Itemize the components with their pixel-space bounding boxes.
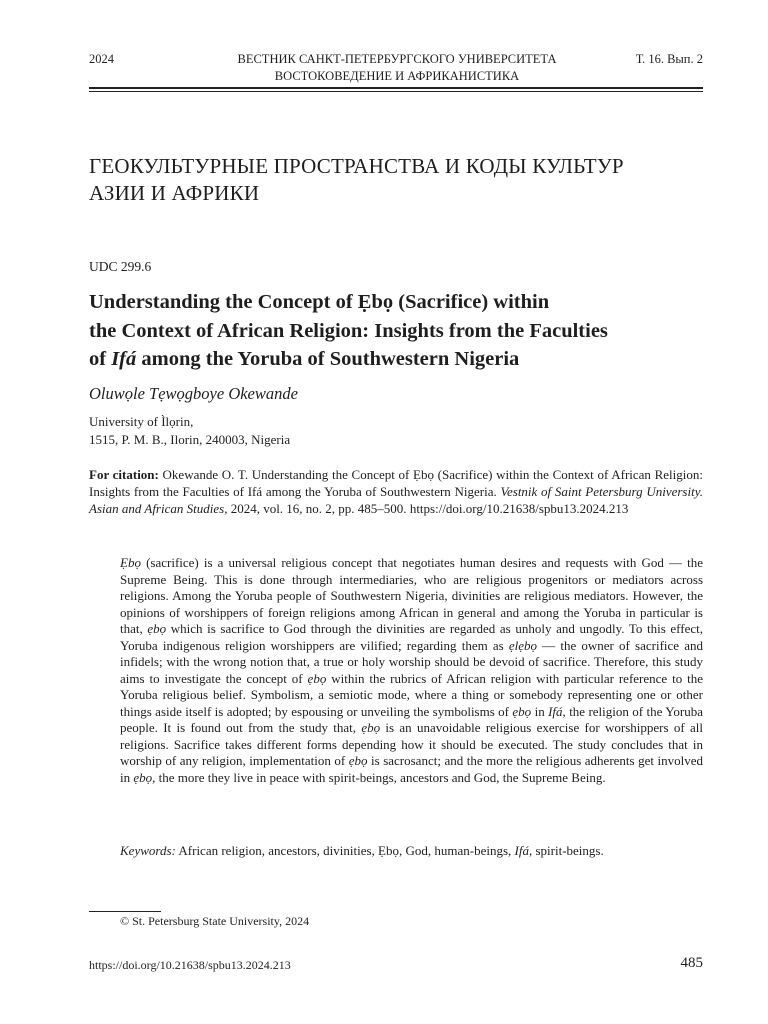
abstract-term: Ifá <box>548 703 563 719</box>
header-year: 2024 <box>89 52 114 66</box>
abstract-text: — the owner of sacrifice and infidels; with the wrong notion that, a true or holy worship should be devoid of sacrifice. Therefore, this study aims to investigate the concept of <box>120 637 703 686</box>
header-rule-thick <box>89 87 703 89</box>
keywords-text-end: , spirit-beings. <box>528 843 604 858</box>
abstract-text: is sacrosanct; and the more the religious adherents get involved in <box>120 753 703 785</box>
abstract-term: ẹbọ <box>307 670 327 686</box>
abstract-text: in <box>531 703 549 719</box>
keywords <box>120 843 703 860</box>
section-title-line2: АЗИИ И АФРИКИ <box>89 181 260 205</box>
title-line3-start: of <box>89 348 112 370</box>
citation-details: , 2024, vol. 16, no. 2, pp. 485–500. <box>224 501 407 516</box>
page-number: 485 <box>680 955 703 971</box>
udc-code: UDC 299.6 <box>89 259 152 274</box>
affiliation-line1: University of Ìlọrin, <box>89 414 194 429</box>
citation-journal: Vestnik of Saint Petersburg University. Asian and African Studies <box>89 484 704 516</box>
keywords-label: Keywords: <box>120 843 176 858</box>
affiliation <box>89 413 290 449</box>
citation-text: Okewande O. T. Understanding the Concept of Ẹbọ (Sacrifice) within the Context of African Religion: Insights from the Faculties of Ifá among the Yoruba of Southwestern Nigeria. <box>89 467 703 499</box>
abstract <box>120 555 703 786</box>
header-rule-thin <box>89 91 703 92</box>
abstract-term: ẹbọ <box>512 703 532 719</box>
header-journal <box>179 51 615 85</box>
author-name: Oluwọle Tẹwọgboye Okewande <box>89 384 298 403</box>
title-line1: Understanding the Concept of Ẹbọ (Sacrifice) within <box>89 291 550 313</box>
title-line3-end: among the Yoruba of Southwestern Nigeria <box>136 348 520 370</box>
title-ifa: Ifá <box>111 348 137 370</box>
footnote-rule <box>89 911 161 912</box>
affiliation-line2: 1515, P. M. B., Ilorin, 240003, Nigeria <box>89 432 291 447</box>
citation-doi-link[interactable]: https://doi.org/10.21638/spbu13.2024.213 <box>409 501 629 516</box>
citation-label: For citation: <box>89 467 159 482</box>
title-line3 <box>89 345 703 374</box>
header-volume: Т. 16. Вып. 2 <box>635 52 703 66</box>
header-journal-line1: ВЕСТНИК САНКТ-ПЕТЕРБУРГСКОГО УНИВЕРСИТЕТА <box>237 52 557 66</box>
title-line2: the Context of African Religion: Insights from the Faculties <box>89 319 608 342</box>
abstract-term: ẹbọ <box>133 769 153 785</box>
header-journal-line2: ВОСТОКОВЕДЕНИЕ И АФРИКАНИСТИКА <box>274 69 520 83</box>
section-title <box>89 153 703 207</box>
citation-block <box>89 466 703 517</box>
abstract-term: ẹbọ <box>348 753 368 768</box>
footer-doi-link[interactable]: https://doi.org/10.21638/spbu13.2024.213 <box>89 958 291 972</box>
abstract-text: (sacrifice) is a universal religious concept that negotiates human desires and requests with God — the Supreme Being. This is done through intermediaries, who are religious progenitors or mediators across religions. Among the Yoruba people of Southwestern Nigeria, divinities are religious mediators. However, the opinions of worshippers of foreign religions among African in general and among the Yoruba in particular is that, <box>120 555 703 636</box>
copyright-footnote: © St. Petersburg State University, 2024 <box>120 914 310 928</box>
keywords-text: African religion, ancestors, divinities, Ẹbọ, God, human-beings, <box>175 843 515 858</box>
abstract-term: ẹbọ <box>361 720 381 735</box>
article-title <box>89 288 703 374</box>
abstract-term: Ẹbọ <box>120 555 141 570</box>
section-title-line1: ГЕОКУЛЬТУРНЫЕ ПРОСТРАНСТВА И КОДЫ КУЛЬТУР <box>89 154 624 178</box>
abstract-text: within the rubrics of African religion with particular reference to the Yoruba religious belief. Symbolism, a semiotic mode, where a thing or somebody representing one or other things aside itself is adopted; by espousing or unveiling the symbolisms of <box>120 670 703 719</box>
abstract-term: ẹlẹbọ <box>508 637 538 653</box>
abstract-text: which is sacrifice to God through the divinities are regarded as unholy and ungodly. To this effect, Yoruba indigenous religion worshippers are vilified; regarding them as <box>120 621 703 653</box>
abstract-text: , the more they live in peace with spirit-beings, ancestors and God, the Supreme Being. <box>152 769 606 785</box>
abstract-text: is an unavoidable religious exercise for worshippers of all religions. Sacrifice takes different forms depending how it should be executed. The study concludes that in worship of any religion, implementation of <box>120 720 703 768</box>
abstract-text: , the religion of the Yoruba people. It is found out from the study that, <box>120 703 703 735</box>
keywords-ifa: Ifá <box>514 843 529 858</box>
abstract-term: ẹbọ <box>147 621 167 636</box>
